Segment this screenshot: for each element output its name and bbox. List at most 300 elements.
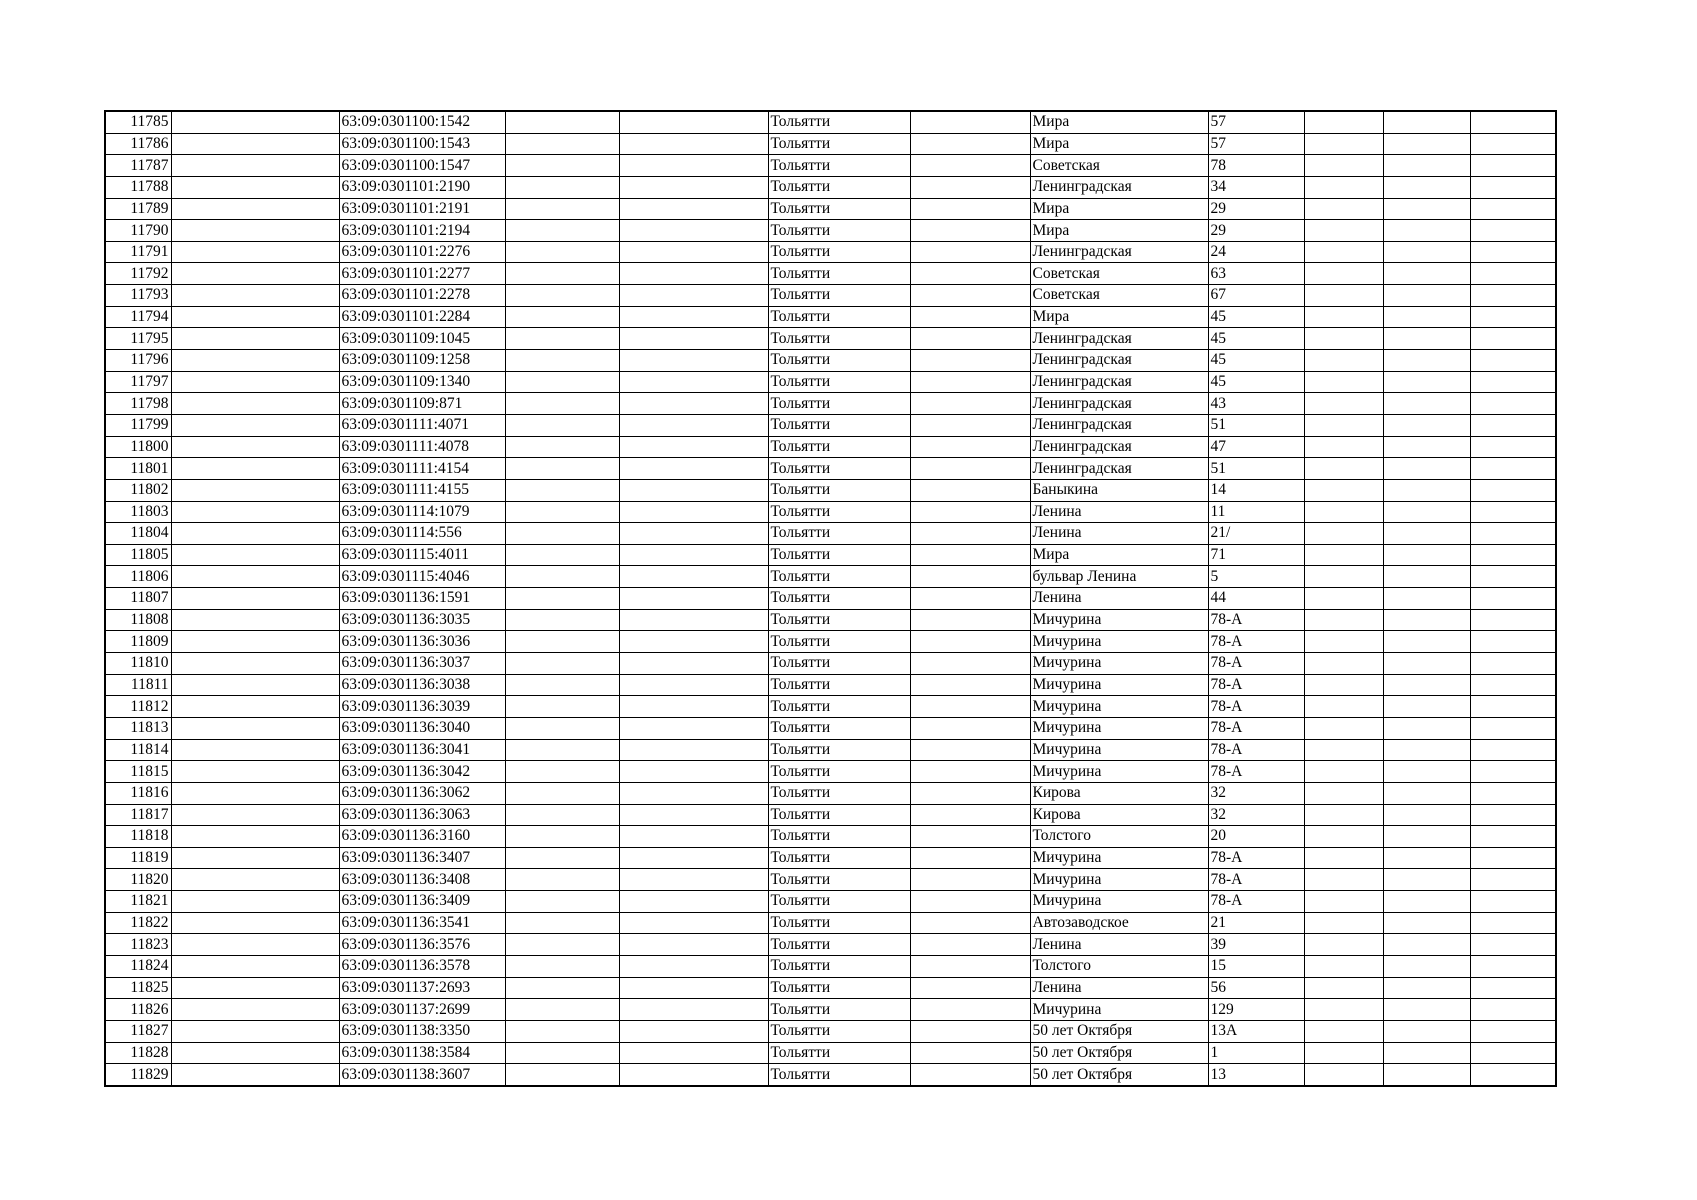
empty-cell bbox=[1470, 955, 1556, 977]
city: Тольятти bbox=[768, 306, 910, 328]
empty-cell bbox=[619, 414, 768, 436]
street: Ленинградская bbox=[1030, 436, 1208, 458]
cadastral-number: 63:09:0301136:3160 bbox=[339, 826, 505, 848]
row-number: 11807 bbox=[105, 588, 171, 610]
empty-cell bbox=[1304, 1064, 1383, 1086]
empty-cell bbox=[1304, 285, 1383, 307]
empty-cell bbox=[1304, 306, 1383, 328]
empty-cell bbox=[1470, 350, 1556, 372]
house-number: 11 bbox=[1208, 501, 1304, 523]
empty-cell bbox=[171, 588, 339, 610]
empty-cell bbox=[1304, 588, 1383, 610]
empty-cell bbox=[1470, 717, 1556, 739]
empty-cell bbox=[505, 717, 619, 739]
empty-cell bbox=[505, 176, 619, 198]
row-number: 11805 bbox=[105, 544, 171, 566]
empty-cell bbox=[505, 977, 619, 999]
empty-cell bbox=[171, 436, 339, 458]
street: Мичурина bbox=[1030, 696, 1208, 718]
street: бульвар Ленина bbox=[1030, 566, 1208, 588]
street: Ленина bbox=[1030, 934, 1208, 956]
row-number: 11801 bbox=[105, 458, 171, 480]
table-row bbox=[105, 891, 1556, 913]
empty-cell bbox=[505, 999, 619, 1021]
house-number: 20 bbox=[1208, 826, 1304, 848]
empty-cell bbox=[505, 609, 619, 631]
street: Советская bbox=[1030, 155, 1208, 177]
empty-cell bbox=[1304, 999, 1383, 1021]
table-row bbox=[105, 717, 1556, 739]
street: Ленина bbox=[1030, 523, 1208, 545]
empty-cell bbox=[1304, 696, 1383, 718]
empty-cell bbox=[910, 739, 1030, 761]
empty-cell bbox=[1304, 155, 1383, 177]
table-row bbox=[105, 1064, 1556, 1086]
empty-cell bbox=[1383, 176, 1470, 198]
street: Мира bbox=[1030, 220, 1208, 242]
empty-cell bbox=[1383, 133, 1470, 155]
house-number: 45 bbox=[1208, 328, 1304, 350]
city: Тольятти bbox=[768, 371, 910, 393]
city: Тольятти bbox=[768, 111, 910, 133]
house-number: 78-А bbox=[1208, 847, 1304, 869]
empty-cell bbox=[619, 436, 768, 458]
empty-cell bbox=[505, 955, 619, 977]
city: Тольятти bbox=[768, 285, 910, 307]
house-number: 32 bbox=[1208, 782, 1304, 804]
empty-cell bbox=[171, 220, 339, 242]
empty-cell bbox=[171, 653, 339, 675]
city: Тольятти bbox=[768, 1064, 910, 1086]
street: Мира bbox=[1030, 198, 1208, 220]
street: Кирова bbox=[1030, 782, 1208, 804]
house-number: 13А bbox=[1208, 1020, 1304, 1042]
empty-cell bbox=[171, 328, 339, 350]
street: Ленина bbox=[1030, 501, 1208, 523]
table-row bbox=[105, 414, 1556, 436]
empty-cell bbox=[1470, 782, 1556, 804]
city: Тольятти bbox=[768, 1020, 910, 1042]
cadastral-number: 63:09:0301101:2284 bbox=[339, 306, 505, 328]
row-number: 11803 bbox=[105, 501, 171, 523]
empty-cell bbox=[910, 133, 1030, 155]
street: Ленина bbox=[1030, 977, 1208, 999]
empty-cell bbox=[171, 847, 339, 869]
empty-cell bbox=[619, 826, 768, 848]
empty-cell bbox=[1470, 414, 1556, 436]
row-number: 11792 bbox=[105, 263, 171, 285]
empty-cell bbox=[619, 1020, 768, 1042]
row-number: 11819 bbox=[105, 847, 171, 869]
empty-cell bbox=[1383, 501, 1470, 523]
row-number: 11821 bbox=[105, 891, 171, 913]
empty-cell bbox=[1383, 761, 1470, 783]
empty-cell bbox=[910, 111, 1030, 133]
house-number: 56 bbox=[1208, 977, 1304, 999]
empty-cell bbox=[1470, 306, 1556, 328]
empty-cell bbox=[1304, 891, 1383, 913]
table-row bbox=[105, 155, 1556, 177]
empty-cell bbox=[1470, 176, 1556, 198]
empty-cell bbox=[1304, 544, 1383, 566]
city: Тольятти bbox=[768, 804, 910, 826]
house-number: 78-А bbox=[1208, 739, 1304, 761]
empty-cell bbox=[505, 241, 619, 263]
empty-cell bbox=[171, 1064, 339, 1086]
table-row bbox=[105, 133, 1556, 155]
table-row bbox=[105, 826, 1556, 848]
empty-cell bbox=[505, 566, 619, 588]
street: Мичурина bbox=[1030, 739, 1208, 761]
empty-cell bbox=[1383, 653, 1470, 675]
empty-cell bbox=[171, 393, 339, 415]
empty-cell bbox=[171, 414, 339, 436]
city: Тольятти bbox=[768, 436, 910, 458]
city: Тольятти bbox=[768, 133, 910, 155]
empty-cell bbox=[1470, 479, 1556, 501]
house-number: 13 bbox=[1208, 1064, 1304, 1086]
cadastral-number: 63:09:0301109:1258 bbox=[339, 350, 505, 372]
cadastral-number: 63:09:0301114:556 bbox=[339, 523, 505, 545]
empty-cell bbox=[619, 566, 768, 588]
empty-cell bbox=[910, 588, 1030, 610]
table-row bbox=[105, 263, 1556, 285]
empty-cell bbox=[171, 133, 339, 155]
empty-cell bbox=[171, 544, 339, 566]
empty-cell bbox=[505, 631, 619, 653]
cadastral-number: 63:09:0301100:1542 bbox=[339, 111, 505, 133]
empty-cell bbox=[1304, 393, 1383, 415]
city: Тольятти bbox=[768, 674, 910, 696]
empty-cell bbox=[505, 869, 619, 891]
city: Тольятти bbox=[768, 891, 910, 913]
empty-cell bbox=[171, 501, 339, 523]
empty-cell bbox=[619, 631, 768, 653]
empty-cell bbox=[1304, 371, 1383, 393]
empty-cell bbox=[1470, 761, 1556, 783]
table-row bbox=[105, 479, 1556, 501]
empty-cell bbox=[619, 263, 768, 285]
street: Мичурина bbox=[1030, 999, 1208, 1021]
empty-cell bbox=[1470, 393, 1556, 415]
house-number: 45 bbox=[1208, 371, 1304, 393]
cadastral-number: 63:09:0301101:2191 bbox=[339, 198, 505, 220]
table-row bbox=[105, 977, 1556, 999]
street: 50 лет Октября bbox=[1030, 1020, 1208, 1042]
empty-cell bbox=[505, 328, 619, 350]
empty-cell bbox=[171, 696, 339, 718]
empty-cell bbox=[505, 111, 619, 133]
house-number: 67 bbox=[1208, 285, 1304, 307]
city: Тольятти bbox=[768, 566, 910, 588]
table-row bbox=[105, 544, 1556, 566]
empty-cell bbox=[1470, 133, 1556, 155]
row-number: 11811 bbox=[105, 674, 171, 696]
street: Ленинградская bbox=[1030, 371, 1208, 393]
row-number: 11812 bbox=[105, 696, 171, 718]
cadastral-number: 63:09:0301109:871 bbox=[339, 393, 505, 415]
row-number: 11800 bbox=[105, 436, 171, 458]
empty-cell bbox=[1470, 198, 1556, 220]
table-row bbox=[105, 350, 1556, 372]
empty-cell bbox=[619, 371, 768, 393]
empty-cell bbox=[1304, 198, 1383, 220]
empty-cell bbox=[910, 717, 1030, 739]
empty-cell bbox=[910, 869, 1030, 891]
empty-cell bbox=[505, 588, 619, 610]
empty-cell bbox=[171, 891, 339, 913]
empty-cell bbox=[505, 306, 619, 328]
empty-cell bbox=[171, 912, 339, 934]
street: Ленина bbox=[1030, 588, 1208, 610]
empty-cell bbox=[910, 544, 1030, 566]
empty-cell bbox=[1470, 285, 1556, 307]
empty-cell bbox=[171, 955, 339, 977]
empty-cell bbox=[1470, 371, 1556, 393]
table-row bbox=[105, 674, 1556, 696]
empty-cell bbox=[1304, 977, 1383, 999]
street: Мира bbox=[1030, 544, 1208, 566]
empty-cell bbox=[171, 674, 339, 696]
row-number: 11796 bbox=[105, 350, 171, 372]
street: 50 лет Октября bbox=[1030, 1064, 1208, 1086]
cadastral-number: 63:09:0301136:3038 bbox=[339, 674, 505, 696]
table-row bbox=[105, 782, 1556, 804]
street: Кирова bbox=[1030, 804, 1208, 826]
row-number: 11802 bbox=[105, 479, 171, 501]
house-number: 129 bbox=[1208, 999, 1304, 1021]
street: Мичурина bbox=[1030, 631, 1208, 653]
empty-cell bbox=[619, 588, 768, 610]
house-number: 14 bbox=[1208, 479, 1304, 501]
empty-cell bbox=[171, 1020, 339, 1042]
empty-cell bbox=[171, 999, 339, 1021]
empty-cell bbox=[505, 285, 619, 307]
cadastral-number: 63:09:0301111:4071 bbox=[339, 414, 505, 436]
cadastral-number: 63:09:0301101:2278 bbox=[339, 285, 505, 307]
row-number: 11808 bbox=[105, 609, 171, 631]
cadastral-number: 63:09:0301136:3035 bbox=[339, 609, 505, 631]
house-number: 21/ bbox=[1208, 523, 1304, 545]
empty-cell bbox=[1304, 220, 1383, 242]
row-number: 11827 bbox=[105, 1020, 171, 1042]
cadastral-number: 63:09:0301100:1543 bbox=[339, 133, 505, 155]
empty-cell bbox=[1470, 155, 1556, 177]
row-number: 11818 bbox=[105, 826, 171, 848]
table-row bbox=[105, 761, 1556, 783]
empty-cell bbox=[910, 1020, 1030, 1042]
empty-cell bbox=[1304, 804, 1383, 826]
table-row bbox=[105, 436, 1556, 458]
city: Тольятти bbox=[768, 999, 910, 1021]
empty-cell bbox=[619, 999, 768, 1021]
empty-cell bbox=[1304, 609, 1383, 631]
empty-cell bbox=[910, 155, 1030, 177]
cadastral-number: 63:09:0301136:3576 bbox=[339, 934, 505, 956]
empty-cell bbox=[910, 804, 1030, 826]
empty-cell bbox=[619, 220, 768, 242]
empty-cell bbox=[505, 761, 619, 783]
empty-cell bbox=[910, 241, 1030, 263]
row-number: 11785 bbox=[105, 111, 171, 133]
street: Ленинградская bbox=[1030, 393, 1208, 415]
city: Тольятти bbox=[768, 609, 910, 631]
cadastral-number: 63:09:0301115:4046 bbox=[339, 566, 505, 588]
city: Тольятти bbox=[768, 934, 910, 956]
empty-cell bbox=[1383, 241, 1470, 263]
empty-cell bbox=[505, 674, 619, 696]
empty-cell bbox=[1470, 220, 1556, 242]
cadastral-number: 63:09:0301109:1340 bbox=[339, 371, 505, 393]
house-number: 57 bbox=[1208, 111, 1304, 133]
empty-cell bbox=[1383, 999, 1470, 1021]
empty-cell bbox=[1470, 263, 1556, 285]
house-number: 43 bbox=[1208, 393, 1304, 415]
empty-cell bbox=[1470, 847, 1556, 869]
cadastral-number: 63:09:0301138:3607 bbox=[339, 1064, 505, 1086]
empty-cell bbox=[171, 609, 339, 631]
row-number: 11809 bbox=[105, 631, 171, 653]
empty-cell bbox=[619, 155, 768, 177]
table-row bbox=[105, 458, 1556, 480]
street: Мира bbox=[1030, 133, 1208, 155]
empty-cell bbox=[505, 1020, 619, 1042]
cadastral-number: 63:09:0301100:1547 bbox=[339, 155, 505, 177]
empty-cell bbox=[1470, 588, 1556, 610]
empty-cell bbox=[1304, 328, 1383, 350]
row-number: 11787 bbox=[105, 155, 171, 177]
empty-cell bbox=[619, 761, 768, 783]
house-number: 78-А bbox=[1208, 609, 1304, 631]
empty-cell bbox=[1470, 977, 1556, 999]
city: Тольятти bbox=[768, 393, 910, 415]
table-row bbox=[105, 220, 1556, 242]
empty-cell bbox=[910, 977, 1030, 999]
registry-table bbox=[104, 110, 1557, 1087]
street: 50 лет Октября bbox=[1030, 1042, 1208, 1064]
empty-cell bbox=[1304, 436, 1383, 458]
empty-cell bbox=[171, 977, 339, 999]
row-number: 11804 bbox=[105, 523, 171, 545]
empty-cell bbox=[910, 761, 1030, 783]
street: Ленинградская bbox=[1030, 350, 1208, 372]
empty-cell bbox=[505, 891, 619, 913]
house-number: 15 bbox=[1208, 955, 1304, 977]
house-number: 45 bbox=[1208, 350, 1304, 372]
empty-cell bbox=[171, 804, 339, 826]
empty-cell bbox=[619, 912, 768, 934]
cadastral-number: 63:09:0301136:3041 bbox=[339, 739, 505, 761]
empty-cell bbox=[505, 912, 619, 934]
empty-cell bbox=[505, 523, 619, 545]
empty-cell bbox=[1470, 523, 1556, 545]
street: Ленинградская bbox=[1030, 328, 1208, 350]
row-number: 11790 bbox=[105, 220, 171, 242]
empty-cell bbox=[1383, 263, 1470, 285]
row-number: 11813 bbox=[105, 717, 171, 739]
empty-cell bbox=[505, 739, 619, 761]
street: Баныкина bbox=[1030, 479, 1208, 501]
empty-cell bbox=[505, 696, 619, 718]
empty-cell bbox=[505, 414, 619, 436]
empty-cell bbox=[619, 501, 768, 523]
empty-cell bbox=[1470, 696, 1556, 718]
house-number: 63 bbox=[1208, 263, 1304, 285]
empty-cell bbox=[171, 739, 339, 761]
empty-cell bbox=[1470, 869, 1556, 891]
empty-cell bbox=[1304, 241, 1383, 263]
empty-cell bbox=[910, 674, 1030, 696]
cadastral-number: 63:09:0301136:3040 bbox=[339, 717, 505, 739]
cadastral-number: 63:09:0301136:3042 bbox=[339, 761, 505, 783]
empty-cell bbox=[910, 501, 1030, 523]
table-row bbox=[105, 934, 1556, 956]
empty-cell bbox=[1304, 176, 1383, 198]
empty-cell bbox=[910, 458, 1030, 480]
empty-cell bbox=[171, 631, 339, 653]
row-number: 11788 bbox=[105, 176, 171, 198]
street: Ленинградская bbox=[1030, 414, 1208, 436]
row-number: 11822 bbox=[105, 912, 171, 934]
empty-cell bbox=[1304, 350, 1383, 372]
empty-cell bbox=[171, 869, 339, 891]
empty-cell bbox=[1383, 544, 1470, 566]
empty-cell bbox=[1470, 826, 1556, 848]
empty-cell bbox=[1383, 306, 1470, 328]
house-number: 57 bbox=[1208, 133, 1304, 155]
empty-cell bbox=[1470, 566, 1556, 588]
row-number: 11794 bbox=[105, 306, 171, 328]
house-number: 78 bbox=[1208, 155, 1304, 177]
empty-cell bbox=[910, 955, 1030, 977]
empty-cell bbox=[1304, 501, 1383, 523]
empty-cell bbox=[505, 1042, 619, 1064]
empty-cell bbox=[1304, 414, 1383, 436]
row-number: 11795 bbox=[105, 328, 171, 350]
table-row bbox=[105, 999, 1556, 1021]
empty-cell bbox=[1383, 479, 1470, 501]
empty-cell bbox=[1304, 912, 1383, 934]
empty-cell bbox=[171, 176, 339, 198]
empty-cell bbox=[619, 544, 768, 566]
empty-cell bbox=[505, 133, 619, 155]
empty-cell bbox=[1304, 1020, 1383, 1042]
table-row bbox=[105, 847, 1556, 869]
house-number: 29 bbox=[1208, 198, 1304, 220]
empty-cell bbox=[910, 631, 1030, 653]
table-row bbox=[105, 523, 1556, 545]
empty-cell bbox=[505, 198, 619, 220]
table-body bbox=[105, 111, 1556, 1086]
empty-cell bbox=[1470, 804, 1556, 826]
city: Тольятти bbox=[768, 631, 910, 653]
row-number: 11824 bbox=[105, 955, 171, 977]
empty-cell bbox=[1470, 241, 1556, 263]
table-row bbox=[105, 696, 1556, 718]
city: Тольятти bbox=[768, 479, 910, 501]
city: Тольятти bbox=[768, 847, 910, 869]
empty-cell bbox=[910, 198, 1030, 220]
empty-cell bbox=[1383, 155, 1470, 177]
table-row bbox=[105, 869, 1556, 891]
street: Мичурина bbox=[1030, 653, 1208, 675]
street: Мичурина bbox=[1030, 674, 1208, 696]
empty-cell bbox=[910, 523, 1030, 545]
empty-cell bbox=[1470, 631, 1556, 653]
table-row bbox=[105, 306, 1556, 328]
empty-cell bbox=[1304, 782, 1383, 804]
empty-cell bbox=[171, 241, 339, 263]
